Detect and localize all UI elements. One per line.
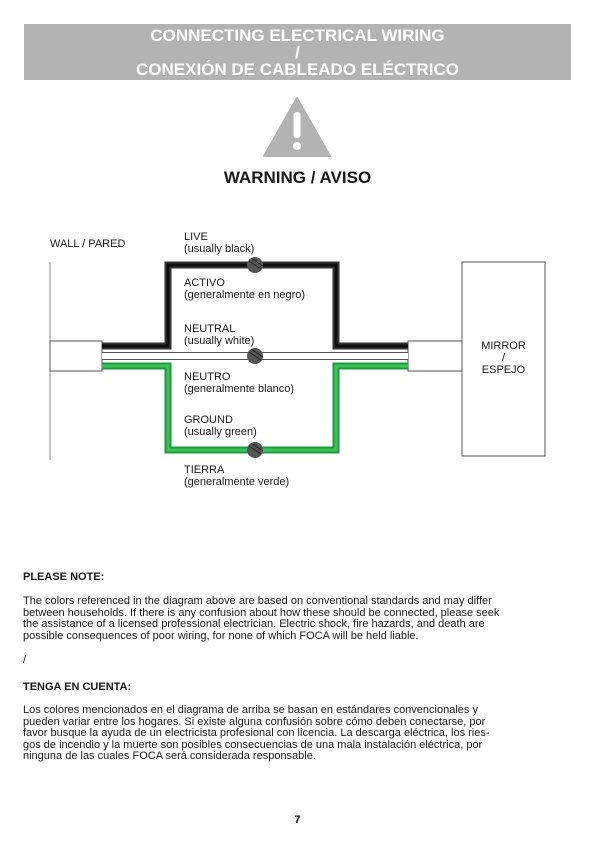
warning-title: WARNING / AVISO [223, 168, 372, 187]
wall-cable-sheath [50, 341, 102, 371]
section-header [24, 24, 571, 80]
neutral-label-es: NEUTRO (generalmente blanco) [184, 371, 295, 395]
live-label-en: LIVE (usually black) [184, 231, 255, 255]
page-number: 7 [294, 814, 301, 826]
ground-connector [247, 442, 263, 458]
note-body-en: The colors referenced in the diagram above are based on conventional standards and may differ between households. If there is any confusion about how these should be connected, please seek the assistance of a licensed professional electrician. Electric shock, fire hazards, and death are possible consequences of poor wiring, for none of which FOCA will be held liable. [23, 595, 500, 642]
warning-triangle-icon [262, 96, 332, 158]
header-separator: / [295, 42, 300, 62]
mirror-label: MIRROR / ESPEJO [481, 340, 526, 376]
language-separator: / [23, 654, 27, 666]
header-title-en: CONNECTING ELECTRICAL WIRING [150, 25, 445, 45]
neutral-connector [247, 348, 263, 364]
neutral-label-en: NEUTRAL (usually white) [184, 323, 255, 347]
note-heading-en: PLEASE NOTE: [23, 571, 105, 583]
ground-label-es: TIERRA (generalmente verde) [184, 464, 290, 488]
wall-label: WALL / PARED [50, 238, 126, 250]
note-body-es: Los colores mencionados en el diagrama de arriba se basan en estándares convencionales y pueden variar entre los hogares. Si existe alguna confusión sobre cómo deben conectarse, por favor busque la ayuda de un electricista profesional con licencia. La descarga eléctrica, los ries- gos de incendio y la muerte son posibles consecuencias de una mala instalación eléctrica, por ninguna de las cuales FOCA será considerada responsable. [23, 704, 490, 762]
note-heading-es: TENGA EN CUENTA: [23, 681, 132, 693]
mirror-cable-sheath [408, 341, 462, 371]
ground-label-en: GROUND (usually green) [184, 414, 257, 438]
live-label-es: ACTIVO (generalmente en negro) [184, 277, 306, 301]
live-connector [247, 257, 263, 273]
header-title-es: CONEXIÓN DE CABLEADO ELÉCTRICO [135, 59, 460, 79]
